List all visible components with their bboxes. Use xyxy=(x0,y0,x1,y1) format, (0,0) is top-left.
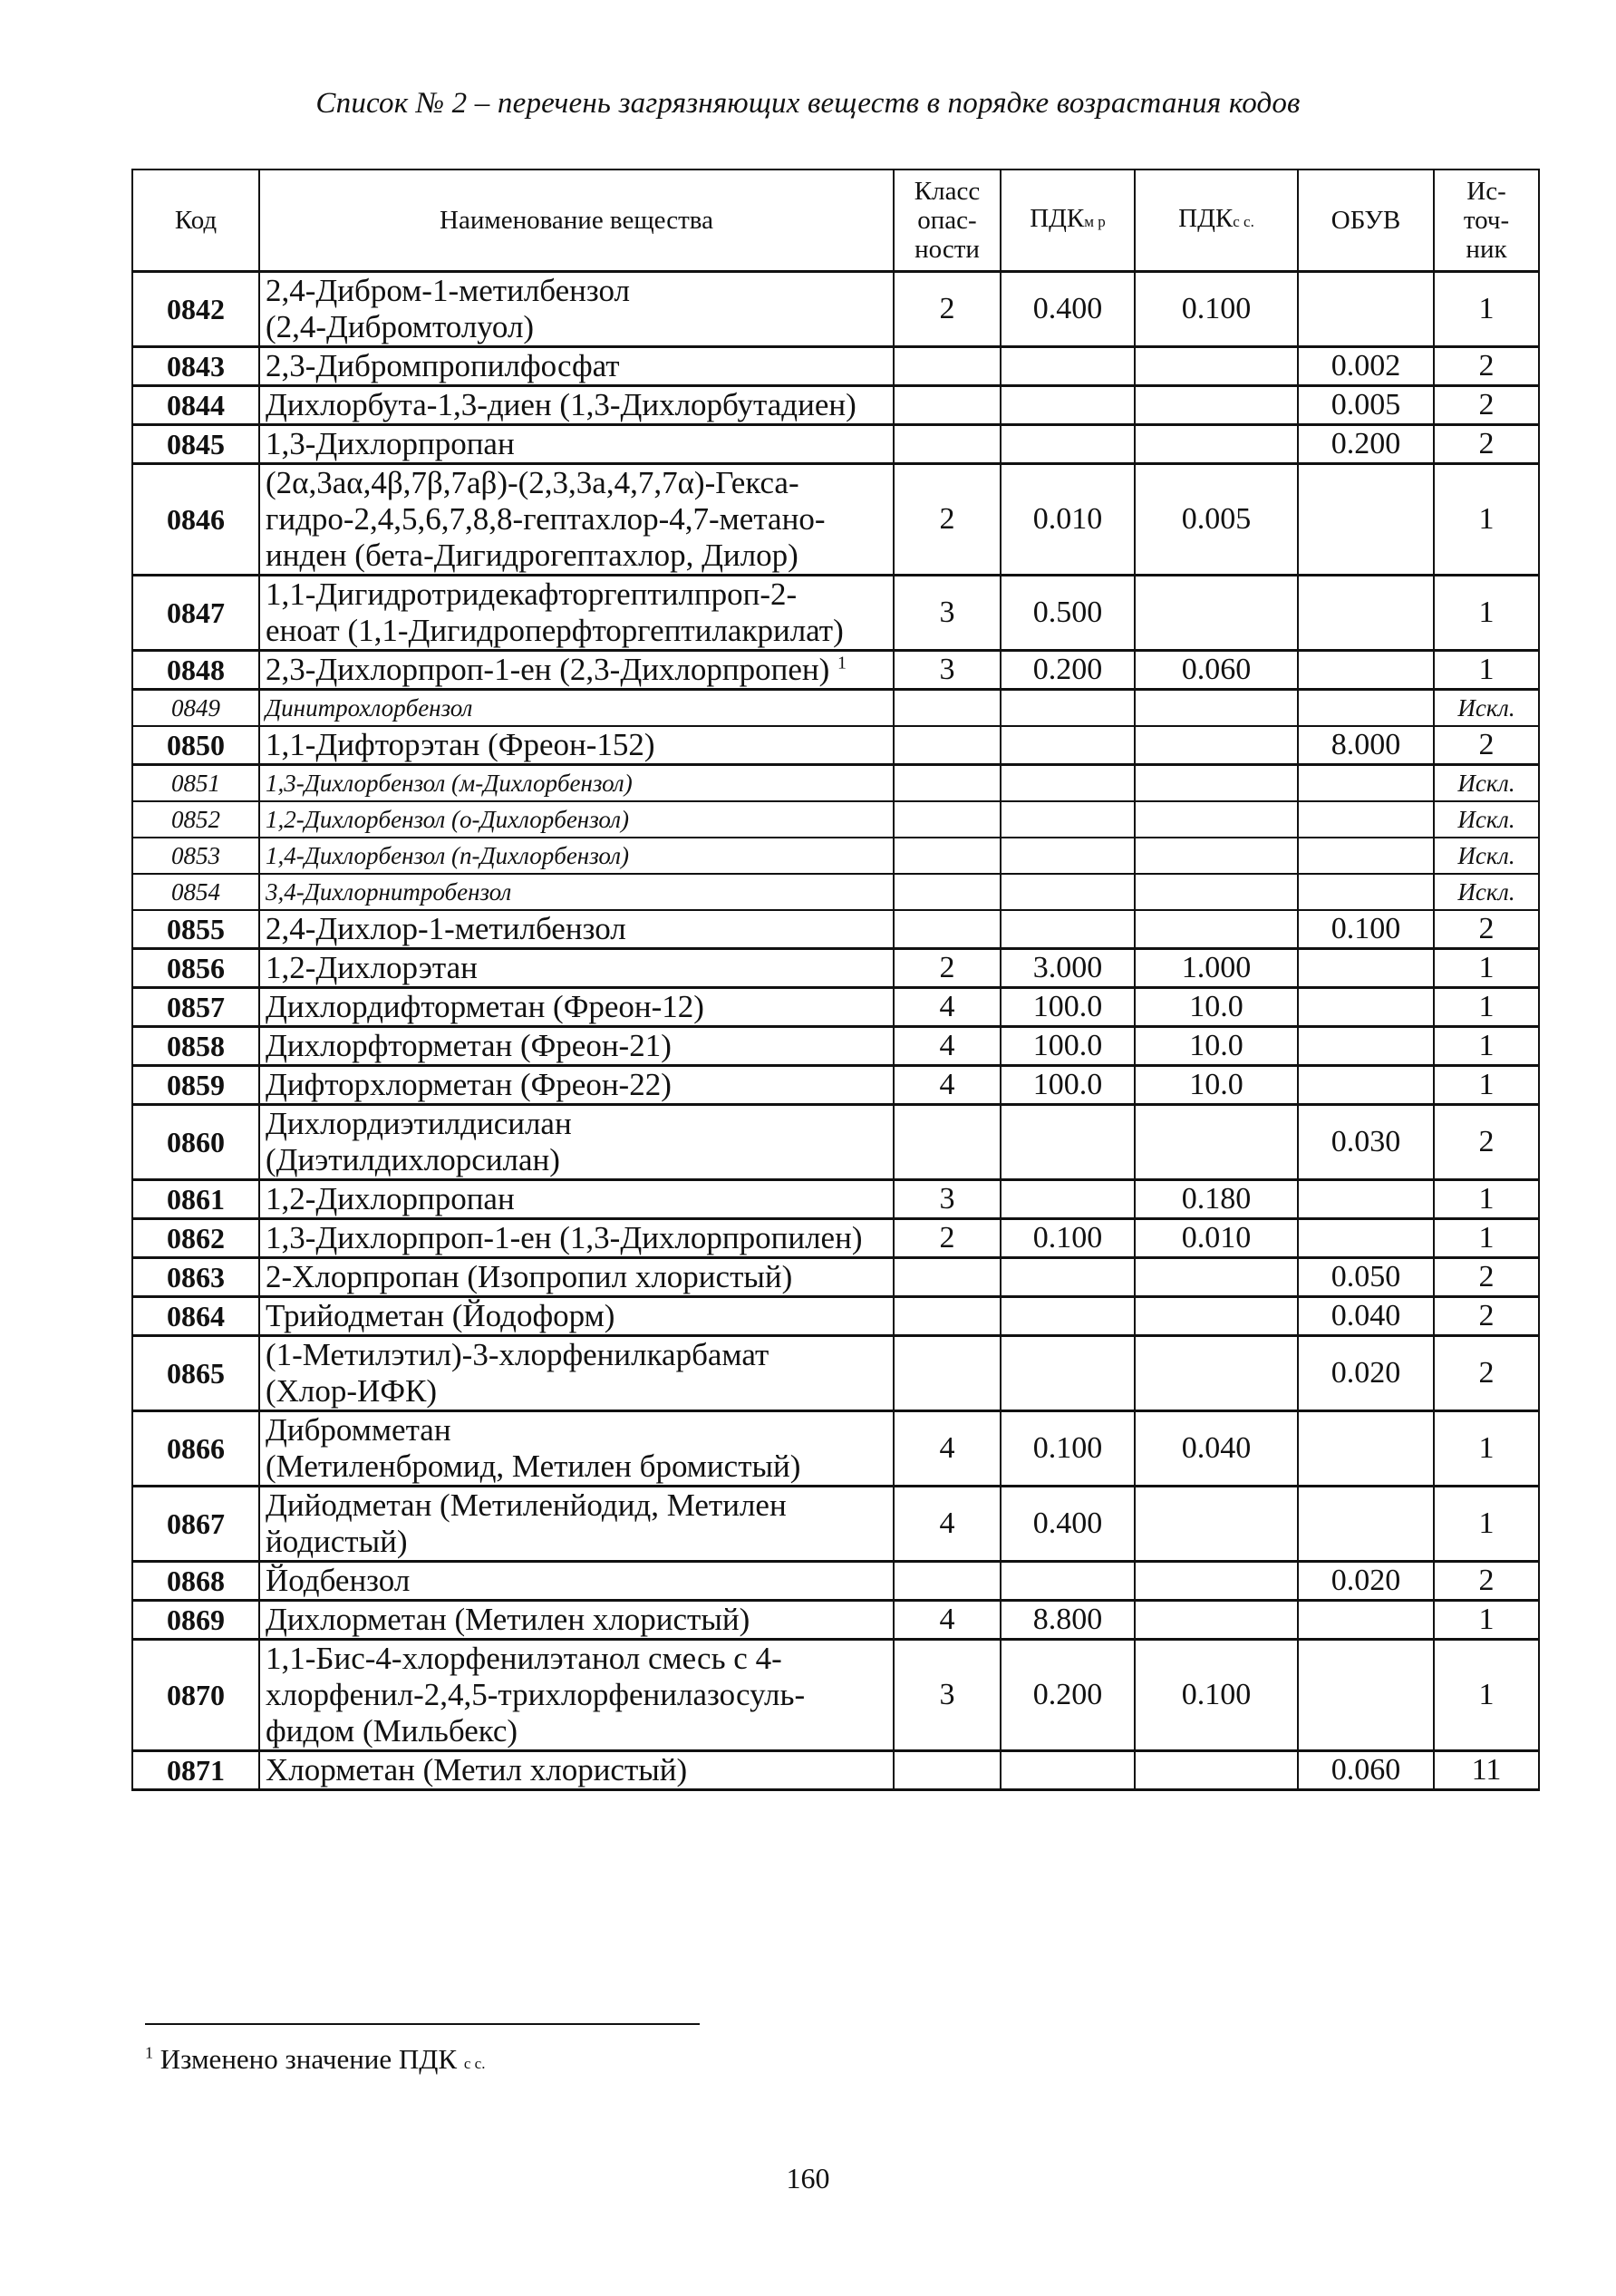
name-line: инден (бета-Дигидрогептахлор, Дилор) xyxy=(266,538,798,573)
cell-name xyxy=(259,386,894,425)
header-name: Наименование вещества xyxy=(259,170,894,272)
table-row xyxy=(132,765,1539,802)
cell-obuv: 0.050 xyxy=(1298,1258,1434,1297)
name-line: Хлорметан (Метил хлористый) xyxy=(266,1752,688,1787)
name-line: (Диэтилдихлорсилан) xyxy=(266,1142,560,1177)
cell-cls: 4 xyxy=(894,1066,1001,1105)
cell-pdk-mr: 8.800 xyxy=(1001,1601,1135,1640)
cell-obuv xyxy=(1298,690,1434,727)
cell-pdk-mr xyxy=(1001,1336,1135,1411)
cell-cls: 4 xyxy=(894,1027,1001,1066)
name-line: хлорфенил-2,4,5-трихлорфенилазосуль- xyxy=(266,1677,806,1712)
cell-pdk-mr: 3.000 xyxy=(1001,949,1135,988)
cell-pdk-ss xyxy=(1135,1297,1298,1336)
cell-name xyxy=(259,1258,894,1297)
cell-cls: 4 xyxy=(894,1601,1001,1640)
cell-pdk-mr: 0.100 xyxy=(1001,1411,1135,1487)
name-line: Йодбензол xyxy=(266,1563,411,1598)
cell-obuv: 0.040 xyxy=(1298,1297,1434,1336)
table-row xyxy=(132,651,1539,690)
cell-pdk-mr: 0.500 xyxy=(1001,576,1135,651)
cell-cls xyxy=(894,1258,1001,1297)
name-line: 3,4-Дихлорнитробензол xyxy=(266,878,512,906)
cell-name xyxy=(259,874,894,910)
name-line: Дихлорбута-1,3-диен (1,3-Дихлорбутадиен) xyxy=(266,387,856,422)
table-row xyxy=(132,726,1539,765)
cell-pdk-mr: 0.200 xyxy=(1001,651,1135,690)
name-line: Дифторхлорметан (Фреон-22) xyxy=(266,1067,672,1102)
cell-src: 1 xyxy=(1434,576,1539,651)
cell-name xyxy=(259,1297,894,1336)
cell-code: 0850 xyxy=(132,726,259,765)
cell-pdk-ss: 0.005 xyxy=(1135,464,1298,576)
cell-name xyxy=(259,1562,894,1601)
cell-name xyxy=(259,1487,894,1562)
cell-obuv xyxy=(1298,765,1434,802)
cell-obuv xyxy=(1298,272,1434,347)
name-line: Дийодметан (Метиленйодид, Метилен xyxy=(266,1487,787,1523)
cell-src: 2 xyxy=(1434,1336,1539,1411)
name-line: (2α,3aα,4β,7β,7aβ)-(2,3,3a,4,7,7α)-Гекса- xyxy=(266,465,799,500)
header-class: Класс опас- ности xyxy=(894,170,1001,272)
cell-pdk-ss xyxy=(1135,1105,1298,1180)
name-line: 1,2-Дихлорбензол (о-Дихлорбензол) xyxy=(266,806,629,833)
cell-cls xyxy=(894,1105,1001,1180)
cell-obuv xyxy=(1298,838,1434,874)
name-line: 1,1-Дигидротридекафторгептилпроп-2- xyxy=(266,576,798,612)
cell-src: 2 xyxy=(1434,386,1539,425)
cell-name xyxy=(259,1066,894,1105)
cell-code: 0860 xyxy=(132,1105,259,1180)
name-line: 2,3-Дихлорпроп-1-ен (2,3-Дихлорпропен) $^1$ xyxy=(266,652,847,687)
cell-code: 0849 xyxy=(132,690,259,727)
header-code: Код xyxy=(132,170,259,272)
cell-pdk-mr xyxy=(1001,1297,1135,1336)
cell-obuv xyxy=(1298,801,1434,838)
table-row xyxy=(132,1751,1539,1790)
footnote: $^1$ Изменено значение ПДК с с. xyxy=(145,2043,486,2075)
cell-pdk-mr xyxy=(1001,1180,1135,1219)
cell-cls: 4 xyxy=(894,988,1001,1027)
cell-code: 0859 xyxy=(132,1066,259,1105)
cell-code: 0842 xyxy=(132,272,259,347)
cell-obuv xyxy=(1298,1487,1434,1562)
cell-pdk-ss: 0.040 xyxy=(1135,1411,1298,1487)
cell-pdk-mr xyxy=(1001,874,1135,910)
table-row xyxy=(132,874,1539,910)
substances-table xyxy=(131,169,1540,1791)
cell-code: 0851 xyxy=(132,765,259,802)
cell-pdk-mr: 100.0 xyxy=(1001,1027,1135,1066)
cell-code: 0866 xyxy=(132,1411,259,1487)
cell-cls: 2 xyxy=(894,272,1001,347)
cell-name xyxy=(259,838,894,874)
cell-pdk-ss xyxy=(1135,1562,1298,1601)
cell-cls: 3 xyxy=(894,1180,1001,1219)
table-row xyxy=(132,1562,1539,1601)
name-line: 1,4-Дихлорбензол (п-Дихлорбензол) xyxy=(266,842,629,869)
cell-pdk-mr: 0.400 xyxy=(1001,272,1135,347)
name-line: 2,4-Дихлор-1-метилбензол xyxy=(266,911,626,946)
cell-src: 1 xyxy=(1434,464,1539,576)
cell-code: 0854 xyxy=(132,874,259,910)
cell-name xyxy=(259,801,894,838)
cell-pdk-ss: 0.100 xyxy=(1135,272,1298,347)
cell-pdk-ss xyxy=(1135,726,1298,765)
name-line: 1,3-Дихлорбензол (м-Дихлорбензол) xyxy=(266,770,633,797)
cell-cls: 4 xyxy=(894,1411,1001,1487)
cell-pdk-ss xyxy=(1135,1601,1298,1640)
cell-pdk-mr xyxy=(1001,726,1135,765)
name-line: фидом (Мильбекс) xyxy=(266,1713,518,1749)
name-line: Дихлордиэтилдисилан xyxy=(266,1106,572,1141)
footnote-divider xyxy=(145,2023,700,2025)
cell-cls xyxy=(894,386,1001,425)
cell-cls xyxy=(894,1751,1001,1790)
cell-name xyxy=(259,347,894,386)
cell-pdk-ss xyxy=(1135,576,1298,651)
header-obuv: ОБУВ xyxy=(1298,170,1434,272)
table-row xyxy=(132,425,1539,464)
cell-pdk-ss xyxy=(1135,1751,1298,1790)
table-row xyxy=(132,1066,1539,1105)
footnote-mark: 1 xyxy=(837,653,847,673)
cell-name xyxy=(259,1601,894,1640)
cell-code: 0868 xyxy=(132,1562,259,1601)
table-row xyxy=(132,1180,1539,1219)
cell-name xyxy=(259,765,894,802)
table-row xyxy=(132,1601,1539,1640)
cell-code: 0865 xyxy=(132,1336,259,1411)
cell-src: 1 xyxy=(1434,1640,1539,1751)
cell-obuv: 0.030 xyxy=(1298,1105,1434,1180)
table-row xyxy=(132,272,1539,347)
cell-obuv xyxy=(1298,464,1434,576)
cell-pdk-mr xyxy=(1001,910,1135,949)
cell-src: 2 xyxy=(1434,1258,1539,1297)
cell-obuv: 0.005 xyxy=(1298,386,1434,425)
cell-code: 0863 xyxy=(132,1258,259,1297)
cell-name xyxy=(259,464,894,576)
name-line: (1-Метилэтил)-3-хлорфенилкарбамат xyxy=(266,1337,769,1372)
cell-name xyxy=(259,726,894,765)
cell-cls: 3 xyxy=(894,651,1001,690)
name-line: Дихлорфторметан (Фреон-21) xyxy=(266,1028,672,1063)
name-line: Динитрохлорбензол xyxy=(266,694,473,722)
name-line: 2-Хлорпропан (Изопропил хлористый) xyxy=(266,1259,793,1294)
cell-pdk-mr: 0.010 xyxy=(1001,464,1135,576)
cell-code: 0843 xyxy=(132,347,259,386)
cell-code: 0848 xyxy=(132,651,259,690)
cell-cls xyxy=(894,874,1001,910)
cell-pdk-mr xyxy=(1001,386,1135,425)
name-line: Дихлордифторметан (Фреон-12) xyxy=(266,989,704,1024)
cell-code: 0852 xyxy=(132,801,259,838)
cell-src: 2 xyxy=(1434,726,1539,765)
cell-code: 0855 xyxy=(132,910,259,949)
name-line: (Метиленбромид, Метилен бромистый) xyxy=(266,1448,801,1484)
cell-name xyxy=(259,1640,894,1751)
cell-obuv xyxy=(1298,576,1434,651)
header-pdk-mr: ПДКм р xyxy=(1001,170,1135,272)
name-line: 1,1-Дифторэтан (Фреон-152) xyxy=(266,727,655,762)
cell-pdk-mr xyxy=(1001,1105,1135,1180)
cell-src: 1 xyxy=(1434,1180,1539,1219)
cell-cls: 3 xyxy=(894,576,1001,651)
cell-cls: 2 xyxy=(894,464,1001,576)
cell-code: 0846 xyxy=(132,464,259,576)
cell-src: 1 xyxy=(1434,272,1539,347)
cell-code: 0862 xyxy=(132,1219,259,1258)
cell-code: 0870 xyxy=(132,1640,259,1751)
cell-pdk-mr xyxy=(1001,1562,1135,1601)
cell-obuv: 0.002 xyxy=(1298,347,1434,386)
cell-src: 1 xyxy=(1434,1027,1539,1066)
cell-cls xyxy=(894,1297,1001,1336)
name-line: Трийодметан (Йодоформ) xyxy=(266,1298,615,1333)
cell-cls xyxy=(894,726,1001,765)
cell-name xyxy=(259,1027,894,1066)
cell-pdk-ss xyxy=(1135,801,1298,838)
table-header-row xyxy=(132,170,1539,272)
table-row xyxy=(132,464,1539,576)
cell-obuv: 8.000 xyxy=(1298,726,1434,765)
cell-cls xyxy=(894,838,1001,874)
cell-src: 11 xyxy=(1434,1751,1539,1790)
table-body xyxy=(132,272,1539,1790)
cell-src: Искл. xyxy=(1434,874,1539,910)
cell-cls: 4 xyxy=(894,1487,1001,1562)
cell-obuv: 0.060 xyxy=(1298,1751,1434,1790)
cell-code: 0853 xyxy=(132,838,259,874)
cell-src: Искл. xyxy=(1434,765,1539,802)
cell-pdk-ss xyxy=(1135,874,1298,910)
cell-pdk-ss: 10.0 xyxy=(1135,1066,1298,1105)
cell-cls xyxy=(894,765,1001,802)
cell-pdk-mr xyxy=(1001,801,1135,838)
cell-obuv xyxy=(1298,949,1434,988)
cell-obuv xyxy=(1298,1640,1434,1751)
cell-pdk-ss: 0.010 xyxy=(1135,1219,1298,1258)
cell-src: 2 xyxy=(1434,1562,1539,1601)
cell-pdk-mr xyxy=(1001,1258,1135,1297)
cell-src: 1 xyxy=(1434,988,1539,1027)
cell-pdk-mr xyxy=(1001,690,1135,727)
cell-code: 0844 xyxy=(132,386,259,425)
cell-pdk-ss: 1.000 xyxy=(1135,949,1298,988)
cell-name xyxy=(259,690,894,727)
cell-src: 1 xyxy=(1434,1219,1539,1258)
cell-obuv xyxy=(1298,1180,1434,1219)
page-number: 160 xyxy=(786,2162,830,2194)
cell-name xyxy=(259,576,894,651)
name-line: (Хлор-ИФК) xyxy=(266,1373,437,1409)
cell-obuv xyxy=(1298,1411,1434,1487)
cell-name xyxy=(259,1751,894,1790)
cell-pdk-ss: 0.100 xyxy=(1135,1640,1298,1751)
cell-name xyxy=(259,1105,894,1180)
name-line: 1,2-Дихлорэтан xyxy=(266,950,478,985)
cell-cls xyxy=(894,1336,1001,1411)
table-row xyxy=(132,1297,1539,1336)
cell-code: 0864 xyxy=(132,1297,259,1336)
cell-pdk-mr: 0.100 xyxy=(1001,1219,1135,1258)
table-row xyxy=(132,386,1539,425)
cell-obuv: 0.020 xyxy=(1298,1336,1434,1411)
cell-pdk-mr xyxy=(1001,765,1135,802)
cell-obuv: 0.100 xyxy=(1298,910,1434,949)
cell-name xyxy=(259,651,894,690)
cell-pdk-mr: 100.0 xyxy=(1001,988,1135,1027)
cell-pdk-ss xyxy=(1135,1336,1298,1411)
table-row xyxy=(132,1411,1539,1487)
name-line: 1,1-Бис-4-хлорфенилэтанол смесь с 4- xyxy=(266,1641,782,1676)
cell-pdk-ss xyxy=(1135,1258,1298,1297)
cell-code: 0845 xyxy=(132,425,259,464)
cell-src: 2 xyxy=(1434,910,1539,949)
cell-name xyxy=(259,272,894,347)
cell-cls xyxy=(894,910,1001,949)
table-row xyxy=(132,1258,1539,1297)
cell-cls xyxy=(894,690,1001,727)
name-line: 2,4-Дибром-1-метилбензол xyxy=(266,273,631,308)
cell-cls: 2 xyxy=(894,1219,1001,1258)
cell-name xyxy=(259,425,894,464)
name-line: 1,3-Дихлорпропан xyxy=(266,426,515,461)
cell-name xyxy=(259,949,894,988)
cell-cls xyxy=(894,347,1001,386)
cell-cls xyxy=(894,801,1001,838)
cell-src: Искл. xyxy=(1434,838,1539,874)
table-row xyxy=(132,1027,1539,1066)
table-row xyxy=(132,801,1539,838)
cell-src: 2 xyxy=(1434,347,1539,386)
table-row xyxy=(132,1487,1539,1562)
page-title: Список № 2 – перечень загрязняющих веществ в порядке возрастания кодов xyxy=(315,87,1301,120)
table-row xyxy=(132,1640,1539,1751)
cell-src: 1 xyxy=(1434,651,1539,690)
cell-pdk-mr xyxy=(1001,838,1135,874)
header-pdk-ss: ПДКс с. xyxy=(1135,170,1298,272)
table-row xyxy=(132,1336,1539,1411)
cell-code: 0857 xyxy=(132,988,259,1027)
cell-name xyxy=(259,1180,894,1219)
name-line: йодистый) xyxy=(266,1524,408,1559)
table-row xyxy=(132,576,1539,651)
name-line: 2,3-Дибромпропилфосфат xyxy=(266,348,620,383)
cell-src: 2 xyxy=(1434,425,1539,464)
cell-obuv xyxy=(1298,874,1434,910)
cell-pdk-ss xyxy=(1135,1487,1298,1562)
cell-pdk-mr xyxy=(1001,347,1135,386)
cell-obuv: 0.020 xyxy=(1298,1562,1434,1601)
cell-code: 0869 xyxy=(132,1601,259,1640)
cell-pdk-mr: 100.0 xyxy=(1001,1066,1135,1105)
cell-name xyxy=(259,1219,894,1258)
cell-pdk-ss xyxy=(1135,910,1298,949)
cell-cls: 3 xyxy=(894,1640,1001,1751)
cell-pdk-ss: 10.0 xyxy=(1135,1027,1298,1066)
cell-pdk-ss xyxy=(1135,425,1298,464)
cell-pdk-ss: 0.180 xyxy=(1135,1180,1298,1219)
cell-src: 2 xyxy=(1434,1297,1539,1336)
cell-code: 0847 xyxy=(132,576,259,651)
table-row xyxy=(132,1105,1539,1180)
cell-name xyxy=(259,910,894,949)
cell-code: 0871 xyxy=(132,1751,259,1790)
table-row xyxy=(132,690,1539,727)
cell-pdk-mr: 0.200 xyxy=(1001,1640,1135,1751)
name-line: 1,2-Дихлорпропан xyxy=(266,1181,515,1216)
cell-pdk-ss xyxy=(1135,347,1298,386)
cell-cls xyxy=(894,425,1001,464)
name-line: Дихлорметан (Метилен хлористый) xyxy=(266,1602,750,1637)
cell-pdk-mr xyxy=(1001,425,1135,464)
cell-pdk-mr xyxy=(1001,1751,1135,1790)
cell-pdk-ss xyxy=(1135,838,1298,874)
name-line: (2,4-Дибромтолуол) xyxy=(266,309,535,344)
cell-obuv: 0.200 xyxy=(1298,425,1434,464)
name-line: еноат (1,1-Дигидроперфторгептилакрилат) xyxy=(266,613,844,648)
cell-obuv xyxy=(1298,1027,1434,1066)
cell-pdk-ss: 0.060 xyxy=(1135,651,1298,690)
cell-obuv xyxy=(1298,1219,1434,1258)
cell-src: 1 xyxy=(1434,1601,1539,1640)
table-row xyxy=(132,1219,1539,1258)
cell-src: 1 xyxy=(1434,1487,1539,1562)
name-line: Дибромметан xyxy=(266,1412,451,1448)
cell-name xyxy=(259,1336,894,1411)
cell-pdk-ss xyxy=(1135,386,1298,425)
cell-code: 0858 xyxy=(132,1027,259,1066)
name-line: гидро-2,4,5,6,7,8,8-гептахлор-4,7-метано- xyxy=(266,501,826,537)
name-line: 1,3-Дихлорпроп-1-ен (1,3-Дихлорпропилен) xyxy=(266,1220,863,1255)
cell-name xyxy=(259,1411,894,1487)
table-row xyxy=(132,910,1539,949)
table-row xyxy=(132,838,1539,874)
cell-obuv xyxy=(1298,651,1434,690)
cell-src: Искл. xyxy=(1434,801,1539,838)
cell-obuv xyxy=(1298,988,1434,1027)
cell-pdk-mr: 0.400 xyxy=(1001,1487,1135,1562)
cell-src: 2 xyxy=(1434,1105,1539,1180)
cell-code: 0867 xyxy=(132,1487,259,1562)
cell-src: Искл. xyxy=(1434,690,1539,727)
cell-obuv xyxy=(1298,1066,1434,1105)
cell-src: 1 xyxy=(1434,949,1539,988)
cell-code: 0856 xyxy=(132,949,259,988)
table-row xyxy=(132,949,1539,988)
cell-obuv xyxy=(1298,1601,1434,1640)
cell-src: 1 xyxy=(1434,1066,1539,1105)
cell-pdk-ss xyxy=(1135,765,1298,802)
cell-cls: 2 xyxy=(894,949,1001,988)
cell-pdk-ss: 10.0 xyxy=(1135,988,1298,1027)
cell-code: 0861 xyxy=(132,1180,259,1219)
cell-cls xyxy=(894,1562,1001,1601)
cell-name xyxy=(259,988,894,1027)
table-row xyxy=(132,988,1539,1027)
cell-src: 1 xyxy=(1434,1411,1539,1487)
header-source: Ис- точ- ник xyxy=(1434,170,1539,272)
cell-pdk-ss xyxy=(1135,690,1298,727)
table-row xyxy=(132,347,1539,386)
